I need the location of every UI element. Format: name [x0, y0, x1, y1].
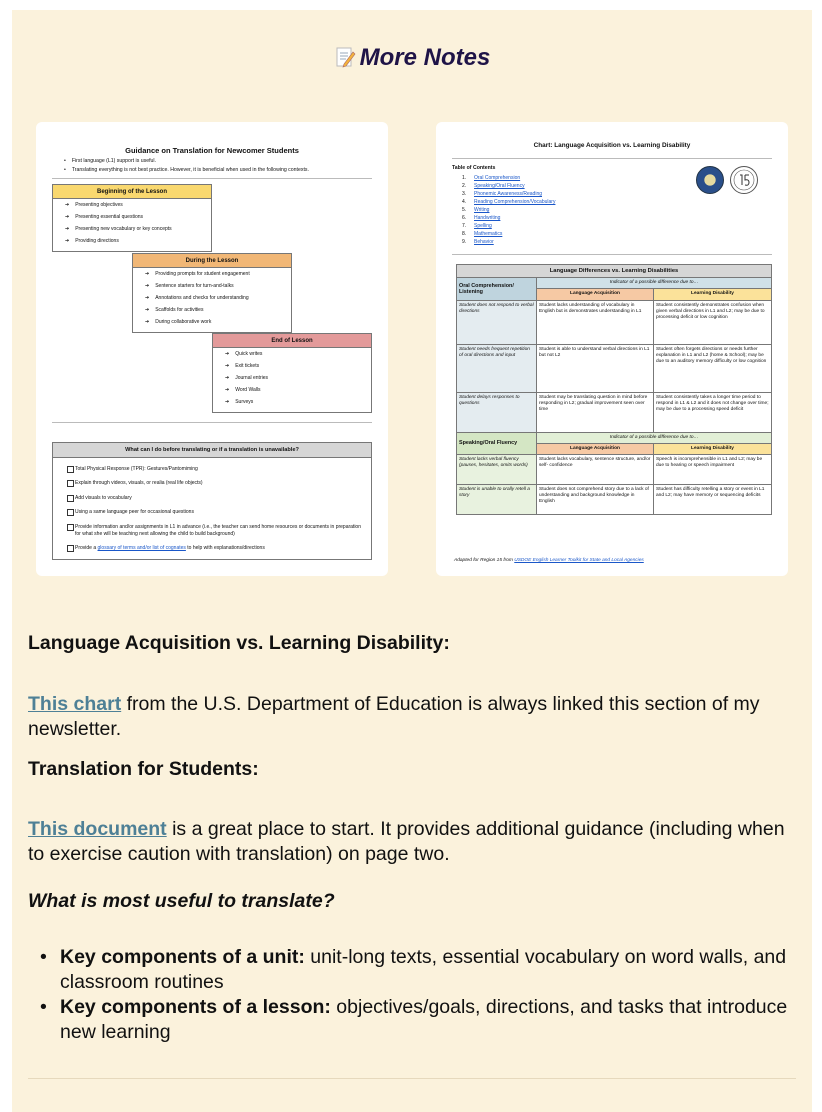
stage-item: ➔ Journal entries — [213, 372, 371, 384]
table-cell: Speech is incomprehensible in L1 and L2; may be due to hearing or speech impairment — [654, 455, 772, 485]
table-cell: Student consistently demonstrates confusion when given verbal directions in L1 and L2; may be due to processing deficit or low cognition — [654, 300, 772, 344]
table-cell: Student lacks vocabulary, sentence structure, and/or self- confidence — [537, 455, 654, 485]
stage-item: ➔ Presenting objectives — [53, 199, 211, 211]
col-learning-disability: Learning Disability — [654, 289, 772, 300]
cando-text: Provide a — [75, 545, 98, 551]
la-text: from the U.S. Department of Education is always linked this section of my newsletter. — [28, 693, 760, 740]
table-cell: Student lacks verbal fluency (pauses, hesitates, omits words) — [457, 455, 537, 485]
doc1-title: Guidance on Translation for Newcomer Students — [125, 146, 299, 155]
tr-heading: Translation for Students: — [28, 758, 259, 780]
la-paragraph — [28, 692, 804, 742]
stage-heading: Beginning of the Lesson — [53, 185, 211, 199]
table-cell: Student is able to understand verbal directions in L1 but not L2 — [537, 344, 654, 392]
list-item: • Key components of a lesson: objectives/goals, directions, and tasks that introduce new learning — [28, 995, 804, 1045]
category-oral: Oral Comprehension/ Listening — [457, 278, 537, 300]
stage-item: ➔ Presenting new vocabulary or key concepts — [53, 223, 211, 235]
cando-item: Provide information and/or assignments in L1 in advance (i.e., the teacher can send home resources or documents in preparation for what she will be teaching next allowing the child to build background) — [53, 524, 371, 538]
doc1-divider — [52, 422, 372, 423]
table-of-contents — [462, 174, 555, 246]
usdoe-toolkit-link[interactable]: USDOE English Learner Toolkit for State and Local Agencies — [514, 558, 644, 563]
toc-item[interactable]: 9. Behavior — [462, 239, 494, 245]
stage-item: ➔ Annotations and checks for understanding — [133, 292, 291, 304]
indicator-label: Indicator of a possible difference due to… — [537, 432, 772, 443]
cando-text: to help with explanations/directions — [185, 545, 265, 551]
table-cell: Student delays responses to questions — [457, 392, 537, 432]
stage-item: ➔ Exit tickets — [213, 360, 371, 372]
cando-item: Add visuals to vocabulary — [53, 495, 371, 502]
toc-item[interactable]: 8. Mathematics — [462, 231, 503, 237]
toc-item[interactable]: 1. Oral Comprehension — [462, 175, 521, 181]
stage-heading: During the Lesson — [133, 254, 291, 268]
doc2-divider — [452, 254, 772, 255]
table-cell: Student does not comprehend story due to a lack of understanding and background knowledge in English — [537, 485, 654, 515]
cando-box — [52, 442, 372, 560]
cando-item: Using a same language peer for occasional questions — [53, 509, 371, 516]
stage-item: ➔ During collaborative work — [133, 316, 291, 328]
region-15-logo-icon — [730, 166, 758, 194]
translate-list — [28, 945, 804, 1045]
table-cell: Student consistently takes a longer time period to respond in L1 & L2 and it does not change over time; may be due to a processing speed deficit — [654, 392, 772, 432]
doc1-bullet: • First language (L1) support is useful. — [64, 157, 309, 166]
stage-item: ➔ Providing prompts for student engagement — [133, 268, 291, 280]
stage-end — [212, 333, 372, 413]
toc-item[interactable]: 3. Phonemic Awareness/Reading — [462, 191, 543, 197]
list-item: • Key components of a unit: unit-long texts, essential vocabulary on word walls, and classroom routines — [28, 945, 804, 995]
category-speaking: Speaking/Oral Fluency — [457, 432, 537, 454]
stage-item: ➔ Surveys — [213, 396, 371, 408]
col-learning-disability: Learning Disability — [654, 443, 772, 454]
title-text: More Notes — [359, 44, 491, 71]
stage-item: ➔ Sentence starters for turn-and-talks — [133, 280, 291, 292]
toc-heading: Table of Contents — [452, 165, 496, 171]
doc2-title: Chart: Language Acquisition vs. Learning Disability — [533, 142, 691, 149]
table-cell: Student needs frequent repetition of oral directions and input — [457, 344, 537, 392]
section-title — [12, 44, 812, 72]
table-cell: Student lacks understanding of vocabulary in English but is demonstrates understanding in L1 — [537, 300, 654, 344]
table-cell: Student is unable to orally retell a story — [457, 485, 537, 515]
col-language-acquisition: Language Acquisition — [537, 443, 654, 454]
usdoe-seal-icon — [696, 166, 724, 194]
ld-table — [456, 264, 772, 515]
cando-item-last — [53, 545, 371, 552]
doc2-divider — [452, 158, 772, 159]
stage-item: ➔ Providing directions — [53, 235, 211, 247]
doc1-bullet: • Translating everything is not best practice. However, it is beneficial when used in the following contexts. — [64, 166, 309, 175]
table-title: Language Differences vs. Learning Disabilities — [457, 265, 772, 278]
stage-heading: End of Lesson — [213, 334, 371, 348]
table-cell: Student often forgets directions or needs further explanation in L1 and L2 (home & School); may be due to an auditory memory difficulty or low cognition — [654, 344, 772, 392]
stage-beginning — [52, 184, 212, 252]
doc1-bullets — [64, 157, 309, 175]
la-heading: Language Acquisition vs. Learning Disability: — [28, 632, 450, 654]
stage-during — [132, 253, 292, 333]
memo-icon — [334, 46, 356, 68]
stage-item: ➔ Quick writes — [213, 348, 371, 360]
toc-item[interactable]: 6. Handwriting — [462, 215, 501, 221]
table-cell: Student has difficulty retelling a story or event in L1 and L2; may have memory or sequencing deficits — [654, 485, 772, 515]
col-language-acquisition: Language Acquisition — [537, 289, 654, 300]
bottom-divider — [28, 1078, 796, 1079]
translation-guidance-image[interactable] — [36, 122, 388, 576]
newsletter-panel — [12, 10, 812, 1112]
cando-heading: What can I do before translating or if a translation is unavailable? — [53, 443, 371, 458]
doc1-divider — [52, 178, 372, 179]
toc-item[interactable]: 7. Spelling — [462, 223, 492, 229]
table-cell: Student may be translating question in mind before responding in L2; gradual improvement seen over time — [537, 392, 654, 432]
adapted-note: Adapted for Region 15 from USDOE English Learner Toolkit for State and Local Agencies — [454, 558, 644, 563]
stage-item: ➔ Word Walls — [213, 384, 371, 396]
cando-item: Explain through videos, visuals, or realia (real life objects) — [53, 480, 371, 487]
glossary-link[interactable]: glossary of terms and/or list of cognates — [97, 545, 186, 551]
language-acquisition-chart-image[interactable] — [436, 122, 788, 576]
table-cell: Student does not respond to verbal directions — [457, 300, 537, 344]
tr-text: is a great place to start. It provides additional guidance (including when to exercise caution with translation) on page two. — [28, 818, 785, 865]
this-chart-link[interactable]: This chart — [28, 693, 122, 715]
tr-paragraph — [28, 817, 804, 867]
toc-item[interactable]: 4. Reading Comprehension/Vocabulary — [462, 199, 556, 205]
toc-item[interactable]: 2. Speaking/Oral Fluency — [462, 183, 525, 189]
question-heading: What is most useful to translate? — [28, 890, 335, 912]
toc-item[interactable]: 5. Writing — [462, 207, 490, 213]
cando-item: Total Physical Response (TPR): Gestures/Pantomiming — [53, 466, 371, 473]
indicator-label: Indicator of a possible difference due to… — [537, 278, 772, 289]
stage-item: ➔ Scaffolds for activities — [133, 304, 291, 316]
this-document-link[interactable]: This document — [28, 818, 167, 840]
stage-item: ➔ Presenting essential questions — [53, 211, 211, 223]
